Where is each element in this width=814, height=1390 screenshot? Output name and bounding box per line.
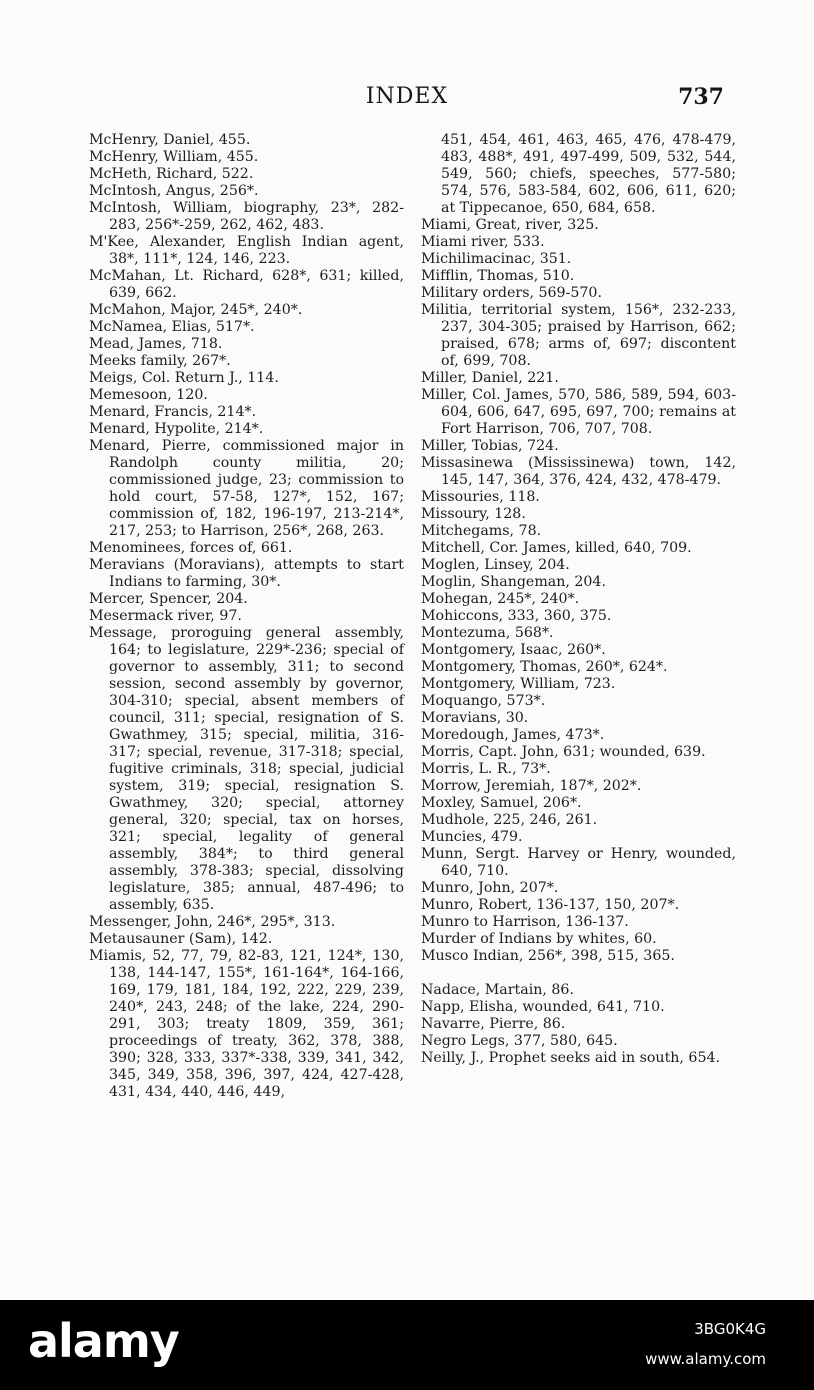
index-entry: Morris, L. R., 73*. bbox=[421, 761, 551, 777]
index-entry: Militia, territorial system, 156*, 232-233, 237, 304-305; praised by Harrison, 662; praised, 678; arms of, 697; discontent of, 699, 708. bbox=[421, 302, 736, 369]
index-entry: Metausauner (Sam), 142. bbox=[89, 931, 273, 947]
index-entry: Miller, Col. James, 570, 586, 589, 594, 603-604, 606, 647, 695, 697, 700; remains at Fort Harrison, 706, 707, 708. bbox=[421, 387, 736, 437]
image-id: 3BG0K4G bbox=[694, 1320, 766, 1338]
index-entry: Montgomery, William, 723. bbox=[421, 676, 616, 692]
index-entry: Mitchell, Cor. James, killed, 640, 709. bbox=[421, 540, 692, 556]
page-number: 737 bbox=[678, 84, 724, 110]
index-entry: Neilly, J., Prophet seeks aid in south, 654. bbox=[421, 1050, 721, 1066]
index-entry: Miamis, 52, 77, 79, 82-83, 121, 124*, 130, 138, 144-147, 155*, 161-164*, 164-166, 169, 179, 181, 184, 192, 222, 229, 239, 240*, 243, 248; of the lake, 224, 290-291, 303; treaty 1809, 359, 361; proceedings of treaty, 362, 378, 388, 390; 328, 333, 337*-338, 339, 341, 342, 345, 349, 358, 396, 397, 424, 427-428, 431, 434, 440, 446, 449, bbox=[89, 948, 404, 1100]
index-entry: Montezuma, 568*. bbox=[421, 625, 554, 641]
index-entry: Messenger, John, 246*, 295*, 313. bbox=[89, 914, 336, 930]
index-entry: Military orders, 569-570. bbox=[421, 285, 602, 301]
index-entry: Moravians, 30. bbox=[421, 710, 529, 726]
index-entry: Meravians (Moravians), attempts to start Indians to farming, 30*. bbox=[89, 557, 404, 590]
index-entry: Nadace, Martain, 86. bbox=[421, 982, 574, 998]
index-entry: Miami, Great, river, 325. bbox=[421, 217, 599, 233]
index-entry: Menard, Pierre, commissioned major in Randolph county militia, 20; commissioned judge, 23; commission to hold court, 57-58, 127*, 152, 167; commission of, 182, 196-197, 213-214*, 217, 253; to Harrison, 256*, 268, 263. bbox=[89, 438, 404, 539]
index-entry: Moglin, Shangeman, 204. bbox=[421, 574, 606, 590]
index-entry: Memesoon, 120. bbox=[89, 387, 208, 403]
index-entry: Munro, Robert, 136-137, 150, 207*. bbox=[421, 897, 680, 913]
index-entry: Mohegan, 245*, 240*. bbox=[421, 591, 580, 607]
index-entry: Munro, John, 207*. bbox=[421, 880, 559, 896]
index-entry-continuation: 451, 454, 461, 463, 465, 476, 478-479, 483, 488*, 491, 497-499, 509, 532, 544, 549, 560; chiefs, speeches, 577-580; 574, 576, 583-584, 602, 606, 611, 620; at Tippecanoe, 650, 684, 658. bbox=[441, 132, 736, 216]
index-entry: Montgomery, Thomas, 260*, 624*. bbox=[421, 659, 668, 675]
index-entry: Munro to Harrison, 136-137. bbox=[421, 914, 629, 930]
index-entry: Negro Legs, 377, 580, 645. bbox=[421, 1033, 618, 1049]
index-entry: Menard, Hypolite, 214*. bbox=[89, 421, 264, 437]
index-entry: Michilimacinac, 351. bbox=[421, 251, 572, 267]
index-entry: Missoury, 128. bbox=[421, 506, 526, 522]
index-entry: Menominees, forces of, 661. bbox=[89, 540, 293, 556]
site-url: www.alamy.com bbox=[645, 1350, 766, 1368]
index-entry: Message, proroguing general assembly, 164; to legislature, 229*-236; special of governor to assembly, 311; to second session, second assembly by governor, 304-310; special, absent members of council, 311; special, resignation of S. Gwathmey, 315; special, militia, 316-317; special, revenue, 317-318; special, fugitive criminals, 318; special, judicial system, 319; special, resignation S. Gwathmey, 320; special, attorney general, 320; special, tax on horses, 321; special, legality of general assembly, 384*; to third general assembly, 378-383; special, dissolving legislature, 385; annual, 487-496; to assembly, 635. bbox=[89, 625, 404, 913]
watermark-banner bbox=[0, 1300, 814, 1390]
index-entry: Menard, Francis, 214*. bbox=[89, 404, 257, 420]
index-entry: Missasinewa (Mississinewa) town, 142, 145, 147, 364, 376, 424, 432, 478-479. bbox=[421, 455, 736, 488]
index-entry: Morris, Capt. John, 631; wounded, 639. bbox=[421, 744, 706, 760]
index-entry: Mead, James, 718. bbox=[89, 336, 223, 352]
index-entry: Mifflin, Thomas, 510. bbox=[421, 268, 575, 284]
index-entry: Murder of Indians by whites, 60. bbox=[421, 931, 657, 947]
index-entry: Meeks family, 267*. bbox=[89, 353, 231, 369]
index-entry: Navarre, Pierre, 86. bbox=[421, 1016, 566, 1032]
alamy-logo: alamy bbox=[28, 1314, 179, 1368]
index-entry: Moxley, Samuel, 206*. bbox=[421, 795, 582, 811]
index-entry: Missouries, 118. bbox=[421, 489, 540, 505]
index-entry: McIntosh, William, biography, 23*, 282-283, 256*-259, 262, 462, 483. bbox=[89, 200, 404, 233]
index-entry: Muncies, 479. bbox=[421, 829, 523, 845]
index-entry: Mudhole, 225, 246, 261. bbox=[421, 812, 598, 828]
index-column-right bbox=[421, 132, 736, 1067]
index-entry: Mitchegams, 78. bbox=[421, 523, 542, 539]
index-entry: Munn, Sergt. Harvey or Henry, wounded, 640, 710. bbox=[421, 846, 736, 879]
index-entry: Miller, Daniel, 221. bbox=[421, 370, 559, 386]
index-entry: Moredough, James, 473*. bbox=[421, 727, 605, 743]
index-entry: Morrow, Jeremiah, 187*, 202*. bbox=[421, 778, 642, 794]
index-entry: McHeth, Richard, 522. bbox=[89, 166, 254, 182]
letter-section-gap bbox=[421, 965, 736, 982]
index-entry: M'Kee, Alexander, English Indian agent, 38*, 111*, 124, 146, 223. bbox=[89, 234, 404, 267]
index-entry: Moquango, 573*. bbox=[421, 693, 546, 709]
index-entry: McNamea, Elias, 517*. bbox=[89, 319, 255, 335]
index-entry: McHenry, William, 455. bbox=[89, 149, 259, 165]
index-entry: Meigs, Col. Return J., 114. bbox=[89, 370, 279, 386]
index-entry: Mercer, Spencer, 204. bbox=[89, 591, 248, 607]
index-entry: McHenry, Daniel, 455. bbox=[89, 132, 251, 148]
page-title: INDEX bbox=[365, 84, 449, 109]
index-entry: Montgomery, Isaac, 260*. bbox=[421, 642, 606, 658]
index-entry: McMahon, Major, 245*, 240*. bbox=[89, 302, 303, 318]
index-entry: Mohiccons, 333, 360, 375. bbox=[421, 608, 612, 624]
index-entry: McMahan, Lt. Richard, 628*, 631; killed, 639, 662. bbox=[89, 268, 404, 301]
index-entry: Moglen, Linsey, 204. bbox=[421, 557, 570, 573]
index-entry: McIntosh, Angus, 256*. bbox=[89, 183, 259, 199]
index-entry: Miller, Tobias, 724. bbox=[421, 438, 559, 454]
index-entry: Miami river, 533. bbox=[421, 234, 545, 250]
index-entry: Napp, Elisha, wounded, 641, 710. bbox=[421, 999, 665, 1015]
index-column-left bbox=[89, 132, 404, 1101]
index-entry: Musco Indian, 256*, 398, 515, 365. bbox=[421, 948, 675, 964]
index-entry: Mesermack river, 97. bbox=[89, 608, 242, 624]
